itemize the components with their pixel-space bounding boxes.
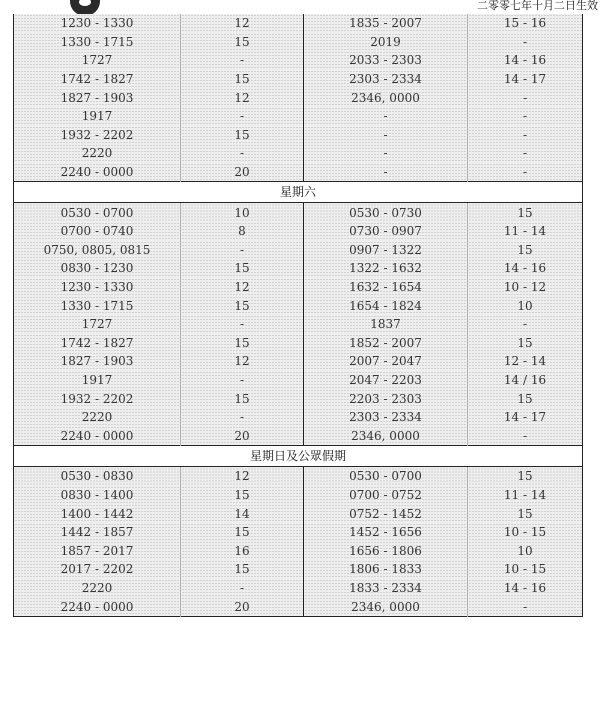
frequency-b: - — [468, 597, 583, 616]
departure-time-a: 1230 - 1330 — [14, 14, 181, 33]
frequency-a: 12 — [181, 14, 304, 33]
departure-time-b: 1322 - 1632 — [304, 259, 468, 278]
departure-time-b: 0752 - 1452 — [304, 504, 468, 523]
frequency-a: - — [181, 241, 304, 260]
frequency-b: 14 - 16 — [468, 259, 583, 278]
frequency-a: 16 — [181, 541, 304, 560]
frequency-a: 15 — [181, 126, 304, 145]
frequency-b: 10 — [468, 541, 583, 560]
departure-time-a: 2240 - 0000 — [14, 597, 181, 616]
departure-time-a: 1857 - 2017 — [14, 541, 181, 560]
frequency-b: - — [468, 126, 583, 145]
table-row — [14, 523, 583, 542]
table-row — [14, 467, 583, 486]
departure-time-a: 1917 — [14, 371, 181, 390]
frequency-b: 10 - 12 — [468, 278, 583, 297]
departure-time-b: 2346, 0000 — [304, 426, 468, 445]
departure-time-b: 1835 - 2007 — [304, 14, 468, 33]
departure-time-a: 1230 - 1330 — [14, 278, 181, 297]
table-row — [14, 486, 583, 505]
frequency-a: 14 — [181, 504, 304, 523]
table-row — [14, 163, 583, 182]
departure-time-b: 2346, 0000 — [304, 88, 468, 107]
frequency-a: - — [181, 315, 304, 334]
frequency-a: - — [181, 408, 304, 427]
section-title: 星期日及公眾假期 — [14, 446, 583, 467]
frequency-b: - — [468, 33, 583, 52]
frequency-b: 15 — [468, 334, 583, 353]
table-row — [14, 541, 583, 560]
frequency-b: 14 - 17 — [468, 408, 583, 427]
departure-time-b: - — [304, 107, 468, 126]
departure-time-a: 1400 - 1442 — [14, 504, 181, 523]
frequency-b: 10 - 15 — [468, 560, 583, 579]
table-row — [14, 504, 583, 523]
table-row — [14, 371, 583, 390]
frequency-a: 15 — [181, 259, 304, 278]
departure-time-b: 2303 - 2334 — [304, 408, 468, 427]
table-row — [14, 14, 583, 33]
departure-time-a: 1727 — [14, 51, 181, 70]
frequency-a: 20 — [181, 163, 304, 182]
departure-time-b: 0530 - 0730 — [304, 203, 468, 222]
departure-time-a: 1742 - 1827 — [14, 334, 181, 353]
table-row — [14, 278, 583, 297]
frequency-b: - — [468, 88, 583, 107]
table-row — [14, 144, 583, 163]
frequency-b: 10 — [468, 296, 583, 315]
table-row — [14, 579, 583, 598]
table-row — [14, 560, 583, 579]
frequency-b: - — [468, 426, 583, 445]
timetable — [13, 14, 583, 617]
departure-time-a: 1827 - 1903 — [14, 88, 181, 107]
frequency-a: 15 — [181, 389, 304, 408]
frequency-b: 15 - 16 — [468, 14, 583, 33]
departure-time-b: 2033 - 2303 — [304, 51, 468, 70]
departure-time-a: 1727 — [14, 315, 181, 334]
table-row — [14, 597, 583, 616]
frequency-b: - — [468, 107, 583, 126]
frequency-b: - — [468, 144, 583, 163]
departure-time-a: 1827 - 1903 — [14, 352, 181, 371]
table-row — [14, 222, 583, 241]
frequency-a: 12 — [181, 352, 304, 371]
frequency-b: 14 - 16 — [468, 51, 583, 70]
departure-time-a: 0530 - 0700 — [14, 203, 181, 222]
departure-time-b: 1632 - 1654 — [304, 278, 468, 297]
table-row — [14, 70, 583, 89]
table-row — [14, 315, 583, 334]
table-row — [14, 334, 583, 353]
table-row — [14, 33, 583, 52]
frequency-a: 15 — [181, 560, 304, 579]
departure-time-a: 0750, 0805, 0815 — [14, 241, 181, 260]
frequency-a: 15 — [181, 70, 304, 89]
frequency-b: 12 - 14 — [468, 352, 583, 371]
frequency-b: - — [468, 315, 583, 334]
departure-time-a: 1330 - 1715 — [14, 33, 181, 52]
departure-time-b: - — [304, 126, 468, 145]
frequency-b: 11 - 14 — [468, 222, 583, 241]
departure-time-a: 2220 — [14, 144, 181, 163]
section-title: 星期六 — [14, 182, 583, 203]
departure-time-b: 1852 - 2007 — [304, 334, 468, 353]
table-row — [14, 88, 583, 107]
frequency-b: 10 - 15 — [468, 523, 583, 542]
frequency-b: 15 — [468, 241, 583, 260]
table-row — [14, 408, 583, 427]
table-row — [14, 352, 583, 371]
departure-time-b: - — [304, 163, 468, 182]
table-row — [14, 126, 583, 145]
frequency-a: 12 — [181, 88, 304, 107]
table-row — [14, 296, 583, 315]
departure-time-b: 1806 - 1833 — [304, 560, 468, 579]
table-row — [14, 389, 583, 408]
frequency-b: - — [468, 163, 583, 182]
departure-time-a: 2240 - 0000 — [14, 426, 181, 445]
departure-time-a: 0700 - 0740 — [14, 222, 181, 241]
departure-time-a: 0830 - 1230 — [14, 259, 181, 278]
frequency-a: 15 — [181, 486, 304, 505]
table-row — [14, 241, 583, 260]
departure-time-b: 0730 - 0907 — [304, 222, 468, 241]
departure-time-b: 1656 - 1806 — [304, 541, 468, 560]
table-row — [14, 426, 583, 445]
frequency-a: 10 — [181, 203, 304, 222]
frequency-a: - — [181, 371, 304, 390]
departure-time-b: 0700 - 0752 — [304, 486, 468, 505]
frequency-b: 15 — [468, 389, 583, 408]
departure-time-a: 1330 - 1715 — [14, 296, 181, 315]
departure-time-a: 0830 - 1400 — [14, 486, 181, 505]
frequency-a: 12 — [181, 467, 304, 486]
frequency-a: 8 — [181, 222, 304, 241]
departure-time-b: 1452 - 1656 — [304, 523, 468, 542]
departure-time-a: 0530 - 0830 — [14, 467, 181, 486]
frequency-a: - — [181, 107, 304, 126]
frequency-a: - — [181, 579, 304, 598]
departure-time-b: 2203 - 2303 — [304, 389, 468, 408]
departure-time-b: - — [304, 144, 468, 163]
departure-time-b: 2007 - 2047 — [304, 352, 468, 371]
frequency-a: 12 — [181, 278, 304, 297]
departure-time-b: 2346, 0000 — [304, 597, 468, 616]
table-row — [14, 51, 583, 70]
departure-time-a: 1442 - 1857 — [14, 523, 181, 542]
section-header — [14, 446, 583, 467]
departure-time-b: 0530 - 0700 — [304, 467, 468, 486]
frequency-a: 15 — [181, 334, 304, 353]
frequency-b: 14 - 17 — [468, 70, 583, 89]
frequency-a: 15 — [181, 523, 304, 542]
departure-time-a: 1932 - 2202 — [14, 126, 181, 145]
frequency-b: 14 / 16 — [468, 371, 583, 390]
departure-time-a: 2220 — [14, 408, 181, 427]
departure-time-a: 1917 — [14, 107, 181, 126]
frequency-a: 20 — [181, 597, 304, 616]
table-row — [14, 259, 583, 278]
frequency-b: 15 — [468, 504, 583, 523]
departure-time-b: 2019 — [304, 33, 468, 52]
frequency-a: - — [181, 51, 304, 70]
departure-time-b: 0907 - 1322 — [304, 241, 468, 260]
frequency-a: - — [181, 144, 304, 163]
departure-time-b: 2047 - 2203 — [304, 371, 468, 390]
section-header — [14, 182, 583, 203]
frequency-b: 14 - 16 — [468, 579, 583, 598]
departure-time-a: 2017 - 2202 — [14, 560, 181, 579]
effective-date: 二零零七年十月二日生效 — [477, 0, 598, 12]
frequency-a: 20 — [181, 426, 304, 445]
departure-time-a: 1932 - 2202 — [14, 389, 181, 408]
departure-time-a: 1742 - 1827 — [14, 70, 181, 89]
departure-time-b: 1833 - 2334 — [304, 579, 468, 598]
departure-time-b: 1654 - 1824 — [304, 296, 468, 315]
departure-time-a: 2220 — [14, 579, 181, 598]
departure-time-b: 1837 — [304, 315, 468, 334]
departure-time-b: 2303 - 2334 — [304, 70, 468, 89]
frequency-b: 11 - 14 — [468, 486, 583, 505]
table-row — [14, 203, 583, 222]
table-row — [14, 107, 583, 126]
departure-time-a: 2240 - 0000 — [14, 163, 181, 182]
frequency-a: 15 — [181, 296, 304, 315]
frequency-a: 15 — [181, 33, 304, 52]
frequency-b: 15 — [468, 203, 583, 222]
frequency-b: 15 — [468, 467, 583, 486]
